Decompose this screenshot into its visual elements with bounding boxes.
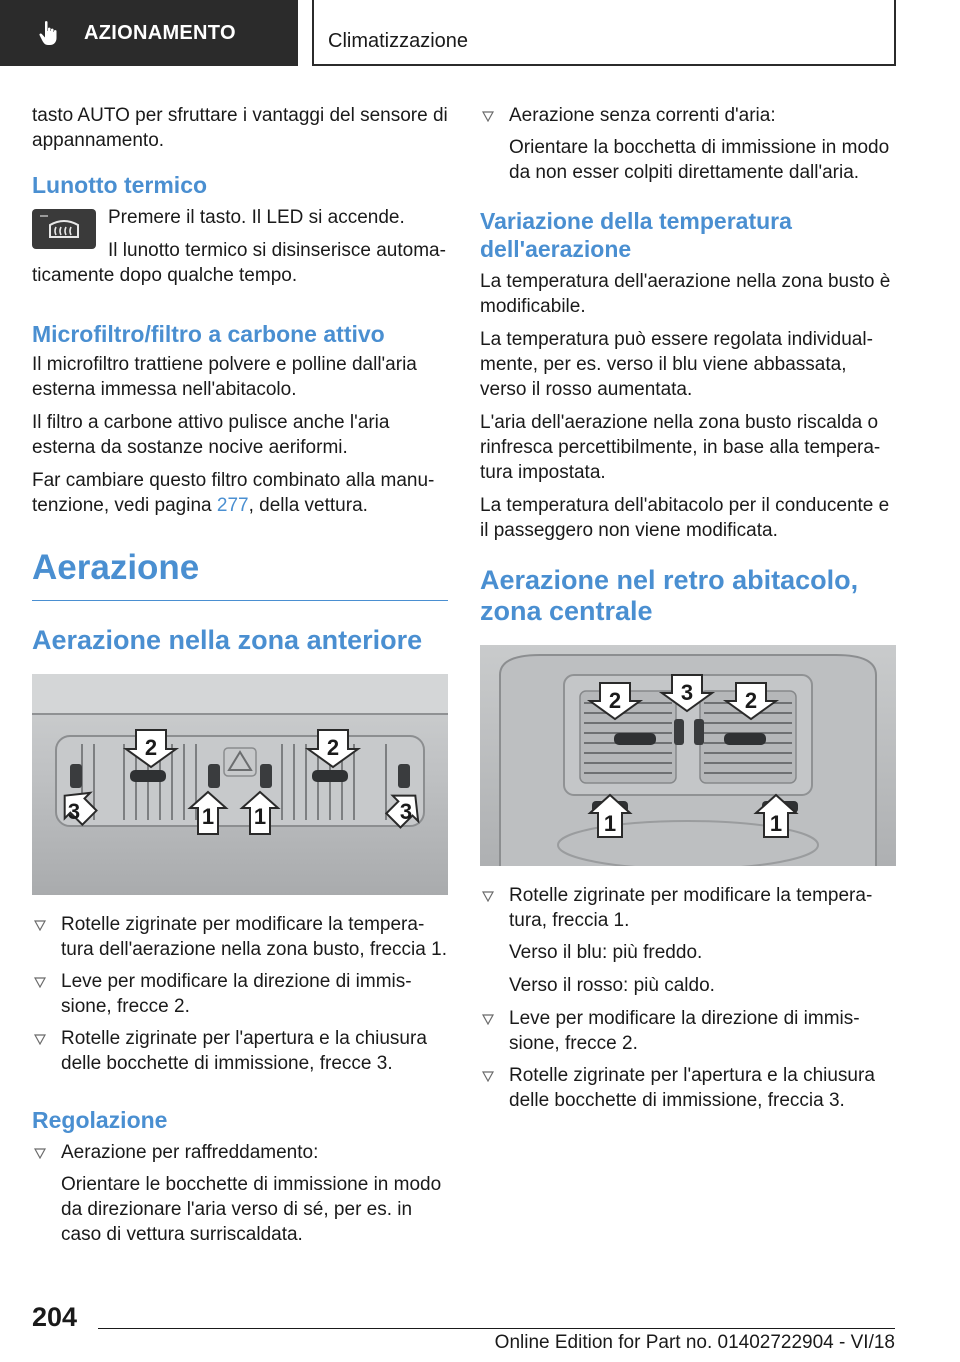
triangle-bullet-icon — [482, 1071, 494, 1082]
rear-vent-title: Aerazione nel retro abitacolo, zona centrale — [480, 565, 859, 626]
regolazione-title: Regolazione — [32, 1107, 168, 1133]
list-item — [32, 1026, 448, 1076]
edition-text: Online Edition for Part no. 01402722904 - VI/18 — [494, 1332, 895, 1353]
callout-label: 3 — [680, 680, 694, 705]
page-link[interactable]: 277 — [216, 495, 249, 516]
callout-label: 1 — [201, 804, 215, 829]
regolazione-detail: Orientare le bocchette di immissione in modo da direzionare l'aria verso di sé, per es. in caso di vettura surriscaldata. — [61, 1174, 442, 1245]
list-item-text: Aerazione senza correnti d'aria: — [509, 105, 776, 126]
right-column — [480, 103, 896, 1120]
list-item — [480, 1006, 896, 1056]
triangle-bullet-icon — [34, 1034, 46, 1045]
page-number: 204 — [32, 1302, 78, 1332]
triangle-bullet-icon — [34, 1148, 46, 1159]
footer-rule — [98, 1328, 895, 1329]
list-item-text: Leve per modificare la direzione di immis-sione, frecce 2. — [509, 1008, 860, 1054]
callout-label: 2 — [144, 735, 158, 760]
front-vent-list — [32, 912, 448, 1076]
lunotto-block — [32, 205, 448, 288]
list-item-text: Rotelle zigrinate per modificare la tempera-tura, freccia 1. — [509, 885, 873, 931]
list-item — [32, 1140, 448, 1165]
front-vents-photo — [32, 674, 448, 895]
rear-vent-list — [480, 883, 896, 933]
left-column — [32, 103, 448, 1255]
rear-window-defrost-button — [32, 209, 96, 249]
heading-rule — [32, 600, 448, 601]
hand-pointer-icon — [38, 20, 60, 46]
microfiltro-text-3b: , della vettura. — [248, 495, 368, 516]
page-header — [0, 0, 960, 66]
rear-vent-list-2 — [480, 1006, 896, 1113]
triangle-bullet-icon — [34, 977, 46, 988]
rear-window-defrost-icon — [32, 209, 96, 249]
list-item — [480, 103, 896, 128]
variazione-text-1: La temperatura dell'aerazione nella zona busto è modificabile. — [480, 271, 891, 317]
callout-label: 3 — [67, 799, 81, 824]
list-item-text: Leve per modificare la direzione di immis-sione, frecce 2. — [61, 971, 412, 1017]
callout-label: 1 — [253, 804, 267, 829]
section-label: AZIONAMENTO — [84, 21, 236, 44]
list-item — [32, 912, 448, 962]
list-item-text: Rotelle zigrinate per l'apertura e la chiusura delle bocchette di immissione, frecce 3. — [61, 1028, 427, 1074]
callout-label: 2 — [608, 688, 622, 713]
triangle-bullet-icon — [482, 891, 494, 902]
section-tab[interactable] — [0, 0, 298, 66]
lunotto-text-2: Il lunotto termico si disinserisce automa-ticamente dopo qualche tempo. — [32, 240, 446, 286]
microfiltro-title: Microfiltro/filtro a carbone attivo — [32, 321, 385, 347]
rear-vent-blue: Verso il blu: più freddo. — [509, 942, 703, 963]
rear-vents-photo — [480, 645, 896, 866]
aerazione-heading: Aerazione — [32, 548, 200, 587]
draft-free-detail: Orientare la bocchetta di immissione in modo da non esser colpiti direttamente dall'aria. — [509, 137, 890, 183]
intro-text: tasto AUTO per sfruttare i vantaggi del sensore di appannamento. — [32, 105, 448, 151]
callout-label: 2 — [744, 688, 758, 713]
callout-label: 1 — [769, 811, 783, 836]
chapter-label: Climatizzazione — [328, 30, 469, 52]
list-item-text: Rotelle zigrinate per l'apertura e la chiusura delle bocchette di immissione, freccia 3. — [509, 1065, 875, 1111]
triangle-bullet-icon — [482, 111, 494, 122]
front-vent-title: Aerazione nella zona anteriore — [32, 625, 423, 655]
microfiltro-text-3 — [32, 468, 448, 518]
draft-free-list — [480, 103, 896, 128]
callout-label: 1 — [603, 811, 617, 836]
variazione-title: Variazione della temperatura dell'aerazione — [480, 208, 792, 262]
rear-vent-red: Verso il rosso: più caldo. — [509, 975, 715, 996]
variazione-text-2: La temperatura può essere regolata individual-mente, per es. verso il blu viene abbassata, verso il rosso aumentata. — [480, 329, 873, 400]
microfiltro-text-2: Il filtro a carbone attivo pulisce anche l'aria esterna da sostanze nocive aeriformi. — [32, 412, 390, 458]
triangle-bullet-icon — [34, 920, 46, 931]
list-item — [32, 969, 448, 1019]
callout-label: 2 — [326, 735, 340, 760]
list-item — [480, 883, 896, 933]
lunotto-text-1: Premere il tasto. Il LED si accende. — [108, 207, 405, 228]
variazione-text-3: L'aria dell'aerazione nella zona busto riscalda o rinfresca percettibilmente, in base alla tempera-tura impostata. — [480, 412, 881, 483]
variazione-text-4: La temperatura dell'abitacolo per il conducente e il passeggero non viene modificata. — [480, 495, 890, 541]
list-item — [480, 1063, 896, 1113]
list-item-text: Rotelle zigrinate per modificare la tempera-tura dell'aerazione nella zona busto, freccia 1. — [61, 914, 447, 960]
callout-label: 3 — [399, 799, 413, 824]
triangle-bullet-icon — [482, 1014, 494, 1025]
microfiltro-text-1: Il microfiltro trattiene polvere e polline dall'aria esterna immessa nell'abitacolo. — [32, 354, 417, 400]
chapter-tab[interactable] — [312, 0, 896, 66]
regolazione-list — [32, 1140, 448, 1165]
lunotto-title: Lunotto termico — [32, 172, 208, 198]
microfiltro-text-3a: Far cambiare questo filtro combinato alla manu-tenzione, vedi pagina — [32, 470, 435, 516]
list-item-text: Aerazione per raffreddamento: — [61, 1142, 319, 1163]
